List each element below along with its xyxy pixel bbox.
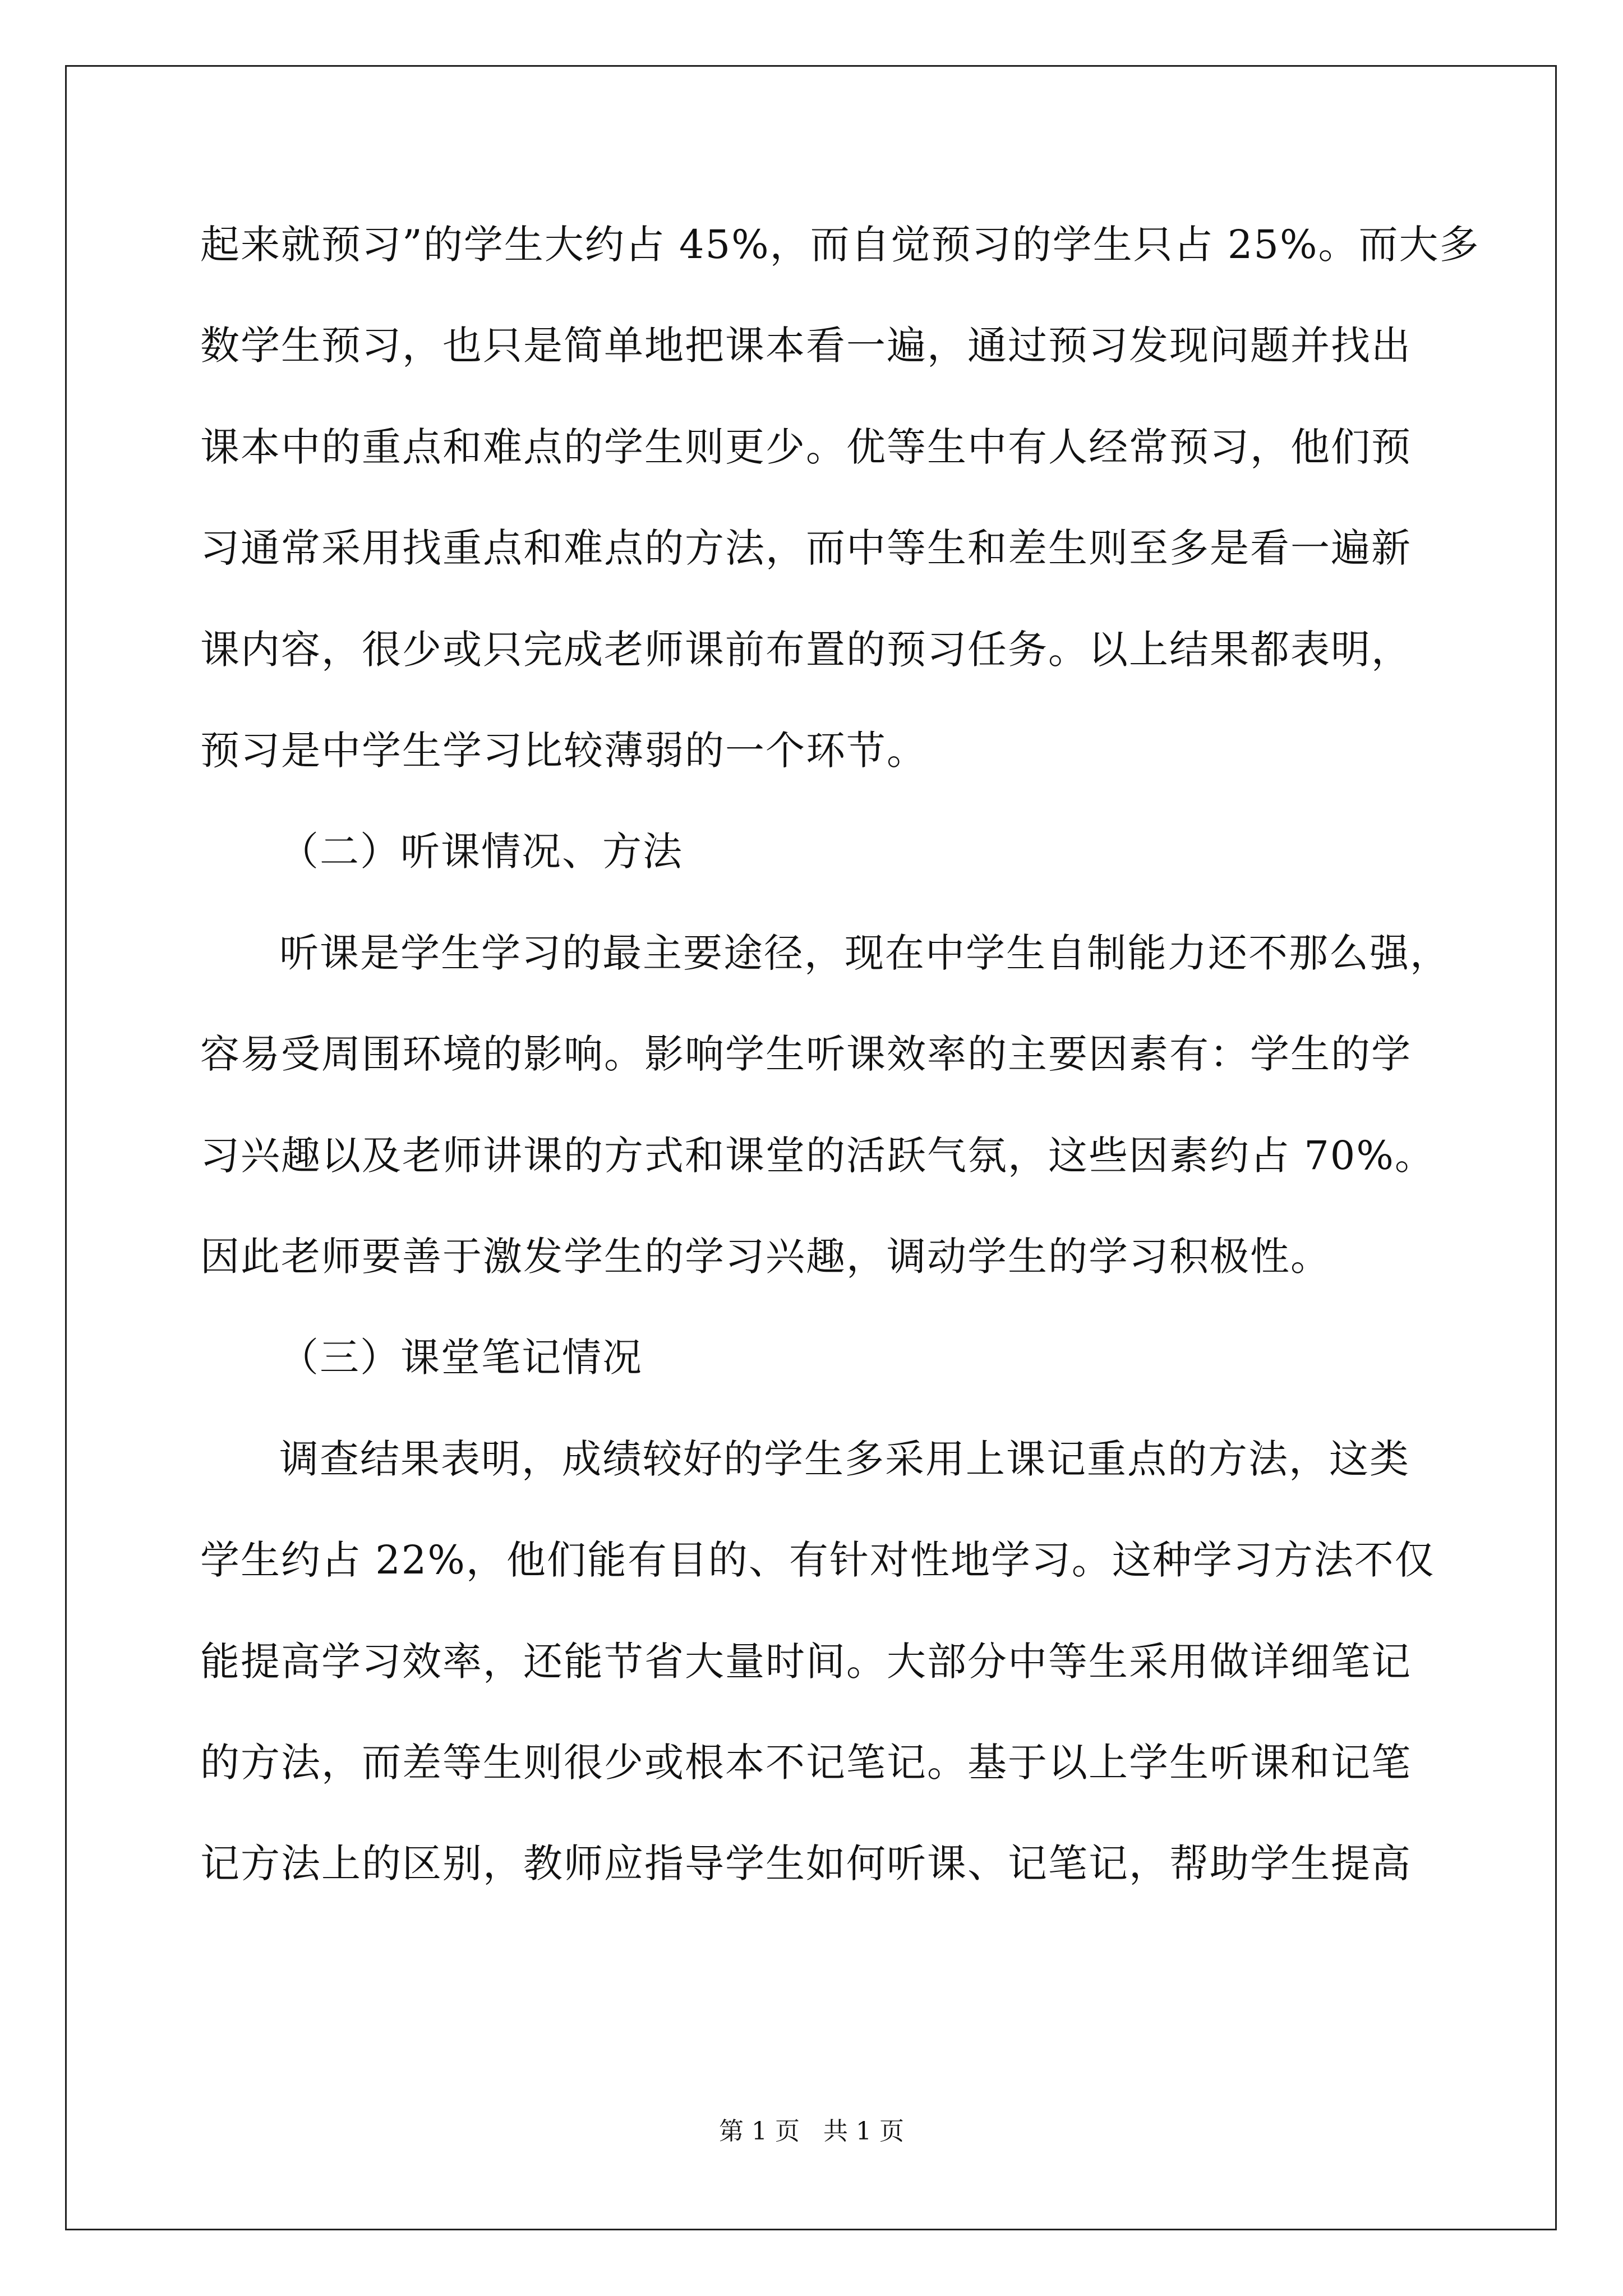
body-line-13: 调查结果表明，成绩较好的学生多采用上课记重点的方法，这类 xyxy=(279,1436,1410,1482)
body-line-9: 容易受周围环境的影响。影响学生听课效率的主要因素有：学生的学 xyxy=(200,1031,1412,1077)
body-line-4: 习通常采用找重点和难点的方法，而中等生和差生则至多是看一遍新 xyxy=(200,525,1412,571)
body-line-15: 能提高学习效率，还能节省大量时间。大部分中等生采用做详细笔记 xyxy=(200,1639,1412,1685)
body-line-6: 预习是中学生学习比较薄弱的一个环节。 xyxy=(200,728,927,774)
body-line-8: 听课是学生学习的最主要途径，现在中学生自制能力还不那么强， xyxy=(279,930,1450,976)
body-line-3: 课本中的重点和难点的学生则更少。优等生中有人经常预习，他们预 xyxy=(200,424,1412,470)
body-line-5: 课内容，很少或只完成老师课前布置的预习任务。以上结果都表明， xyxy=(200,627,1412,673)
body-line-16: 的方法，而差等生则很少或根本不记笔记。基于以上学生听课和记笔 xyxy=(200,1740,1412,1786)
section-heading-2: （二）听课情况、方法 xyxy=(279,829,683,875)
body-line-10: 习兴趣以及老师讲课的方式和课堂的活跃气氛，这些因素约占 70%。 xyxy=(200,1133,1435,1179)
body-line-1: 起来就预习”的学生大约占 45%，而自觉预习的学生只占 25%。而大多 xyxy=(200,222,1480,268)
body-line-11: 因此老师要善于激发学生的学习兴趣，调动学生的学习积极性。 xyxy=(200,1234,1331,1280)
section-heading-3: （三）课堂笔记情况 xyxy=(279,1335,643,1381)
body-line-14: 学生约占 22%，他们能有目的、有针对性地学习。这种学习方法不仅 xyxy=(200,1537,1435,1583)
page-footer: 第 1 页 共 1 页 xyxy=(719,2117,904,2146)
body-line-2: 数学生预习，也只是简单地把课本看一遍，通过预习发现问题并找出 xyxy=(200,323,1412,369)
body-line-17: 记方法上的区别，教师应指导学生如何听课、记笔记，帮助学生提高 xyxy=(200,1841,1412,1887)
